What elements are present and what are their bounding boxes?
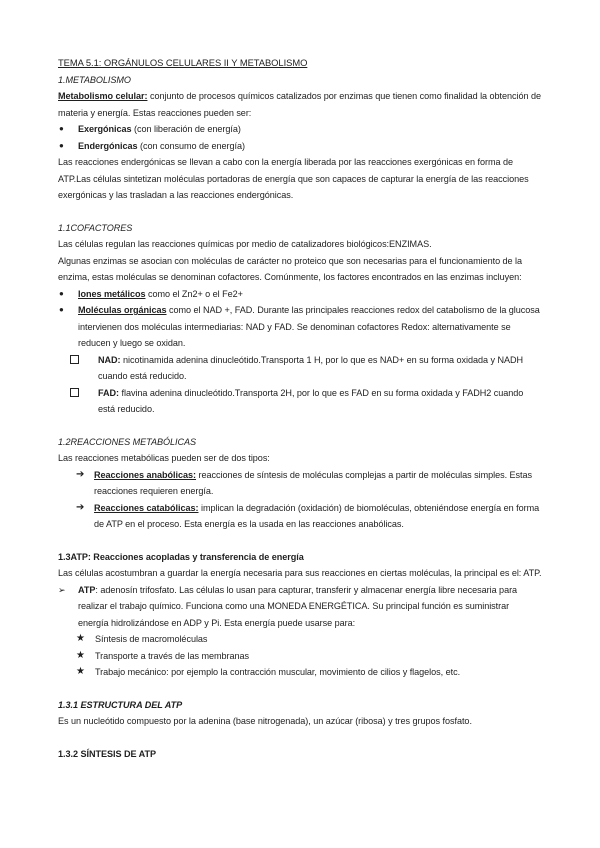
section-heading-sintesis-atp: 1.3.2 SÍNTESIS DE ATP bbox=[58, 748, 156, 759]
checkbox-icon[interactable] bbox=[70, 388, 79, 397]
arrow-right-icon: ➔ bbox=[76, 468, 85, 480]
checklist-term: NAD: bbox=[98, 354, 121, 365]
list-item-text: implican la degradación (oxidación) de biomoléculas, obteniéndose energía en forma de ATP en el proceso. Esta energía es la usada en las reacciones anabólicas. bbox=[94, 502, 540, 529]
section-heading-reacciones: 1.2REACCIONES METABÓLICAS bbox=[58, 436, 197, 447]
list-item-term: ATP bbox=[78, 584, 96, 595]
bullet-icon: ● bbox=[59, 140, 64, 150]
checkbox-icon[interactable] bbox=[70, 355, 79, 364]
list-item-text: como el Zn2+ o el Fe2+ bbox=[145, 288, 243, 299]
paragraph-atp-intro: Las células acostumbran a guardar la energía necesaria para sus reacciones en ciertas moléculas, la principal es el: ATP. bbox=[58, 568, 542, 578]
list-item-text: como el NAD +, FAD. Durante las principales reacciones redox del catabolismo de la glucosa intervienen dos moléculas intermediarias: NAD y FAD. Se denominan cofactores Redox: alternativamente se reducen y luego se oxidan. bbox=[78, 305, 540, 348]
paragraph-cofactores: Algunas enzimas se asocian con moléculas de carácter no proteico que son necesarias para el funcionamiento de la enzima, estas moléculas se denominan cofactores. Comúnmente, los factores encontrados en las enzimas incluyen: bbox=[58, 255, 523, 282]
list-item-catabolicas bbox=[58, 500, 542, 533]
paragraph-endergonicas: Las reacciones endergónicas se llevan a cabo con la energía liberada por las reacciones exergónicas en forma de ATP.Las células sintetizan moléculas portadoras de energía que son capaces de capturar la energía de las reacciones exergónicas y las trasladan a las reacciones endergónicas. bbox=[58, 157, 529, 200]
paragraph-reacciones-intro: Las reacciones metabólicas pueden ser de dos tipos: bbox=[58, 453, 270, 463]
paragraph-enzimas: Las células regulan las reacciones químicas por medio de catalizadores biológicos:ENZIMAS. bbox=[58, 239, 432, 249]
definition-metabolismo bbox=[58, 88, 542, 121]
list-item-moleculas-organicas bbox=[58, 302, 542, 352]
list-item-endergonicas bbox=[58, 138, 542, 155]
arrow-right-icon: ➔ bbox=[76, 501, 85, 513]
checklist-term: FAD: bbox=[98, 387, 120, 398]
list-item-text: (con liberación de energía) bbox=[131, 124, 241, 134]
bullet-icon: ● bbox=[59, 124, 64, 133]
section-heading-estructura-atp: 1.3.1 ESTRUCTURA DEL ATP bbox=[58, 699, 183, 710]
list-item-term: Moléculas orgánicas bbox=[78, 305, 167, 315]
section-heading-atp: 1.3ATP: Reacciones acopladas y transferencia de energía bbox=[58, 551, 304, 562]
list-item-iones-metalicos bbox=[58, 286, 542, 303]
list-item-atp bbox=[58, 582, 542, 632]
list-item-text: Transporte a través de las membranas bbox=[95, 650, 250, 661]
list-item-text: Síntesis de macromoléculas bbox=[95, 634, 208, 644]
list-item-text: Trabajo mecánico: por ejemplo la contracción muscular, movimiento de cilios y flagelos, etc. bbox=[95, 667, 461, 677]
list-item-term: Endergónicas bbox=[78, 140, 138, 151]
checklist-text: flavina adenina dinucleótido.Transporta 2H, por lo que es FAD en su forma oxidada y FADH2 cuando está reducido. bbox=[98, 387, 524, 414]
definition-text: conjunto de procesos químicos catalizados por enzimas que tienen como finalidad la obtención de materia y energía. Estas reacciones pueden ser: bbox=[58, 91, 542, 118]
list-item-term: Reacciones catabólicas: bbox=[94, 502, 199, 513]
section-heading-cofactores: 1.1COFACTORES bbox=[58, 222, 133, 233]
list-item-transporte-membranas bbox=[58, 648, 542, 665]
star-icon: ★ bbox=[76, 666, 85, 677]
list-item-text: (con consumo de energía) bbox=[137, 140, 245, 151]
section-heading-metabolismo: 1.METABOLISMO bbox=[58, 74, 131, 85]
list-item-term: Exergónicas bbox=[78, 124, 132, 134]
list-item-term: Reacciones anabólicas: bbox=[94, 469, 197, 480]
bullet-icon: ● bbox=[59, 305, 64, 314]
list-item-text: reacciones de síntesis de moléculas complejas a partir de moléculas simples. Estas reacciones requieren energía. bbox=[94, 469, 533, 496]
star-icon: ★ bbox=[76, 649, 85, 661]
list-item-term: Iones metálicos bbox=[78, 288, 146, 299]
list-item-anabolicas bbox=[58, 467, 542, 500]
list-item-sintesis-macromoleculas bbox=[58, 631, 542, 648]
document-body bbox=[58, 55, 542, 762]
star-icon: ★ bbox=[76, 633, 85, 644]
list-item-trabajo-mecanico bbox=[58, 664, 542, 681]
checklist-item-nad bbox=[70, 352, 542, 385]
definition-term: Metabolismo celular: bbox=[58, 91, 148, 101]
document-title: TEMA 5.1: ORGÁNULOS CELULARES II Y METABOLISMO bbox=[58, 57, 308, 68]
checklist-text: nicotinamida adenina dinucleótido.Transporta 1 H, por lo que es NAD+ en su forma oxidada y NADH cuando está reducido. bbox=[98, 354, 524, 381]
paragraph-estructura-atp: Es un nucleótido compuesto por la adenina (base nitrogenada), un azúcar (ribosa) y tres grupos fosfato. bbox=[58, 716, 472, 726]
list-item-text: : adenosín trifosfato. Las células lo usan para capturar, transferir y almacenar energía libre necesaria para realizar el trabajo químico. Funciona como una MONEDA ENERGÉTICA. Su principal función es suministrar energía hidrolizándose en ADP y Pi. Esta energía puede usarse para: bbox=[78, 584, 518, 628]
arrowhead-icon: ➢ bbox=[58, 584, 66, 595]
list-item-exergonicas bbox=[58, 121, 542, 138]
checklist-item-fad bbox=[70, 385, 542, 418]
bullet-icon: ● bbox=[59, 288, 64, 298]
